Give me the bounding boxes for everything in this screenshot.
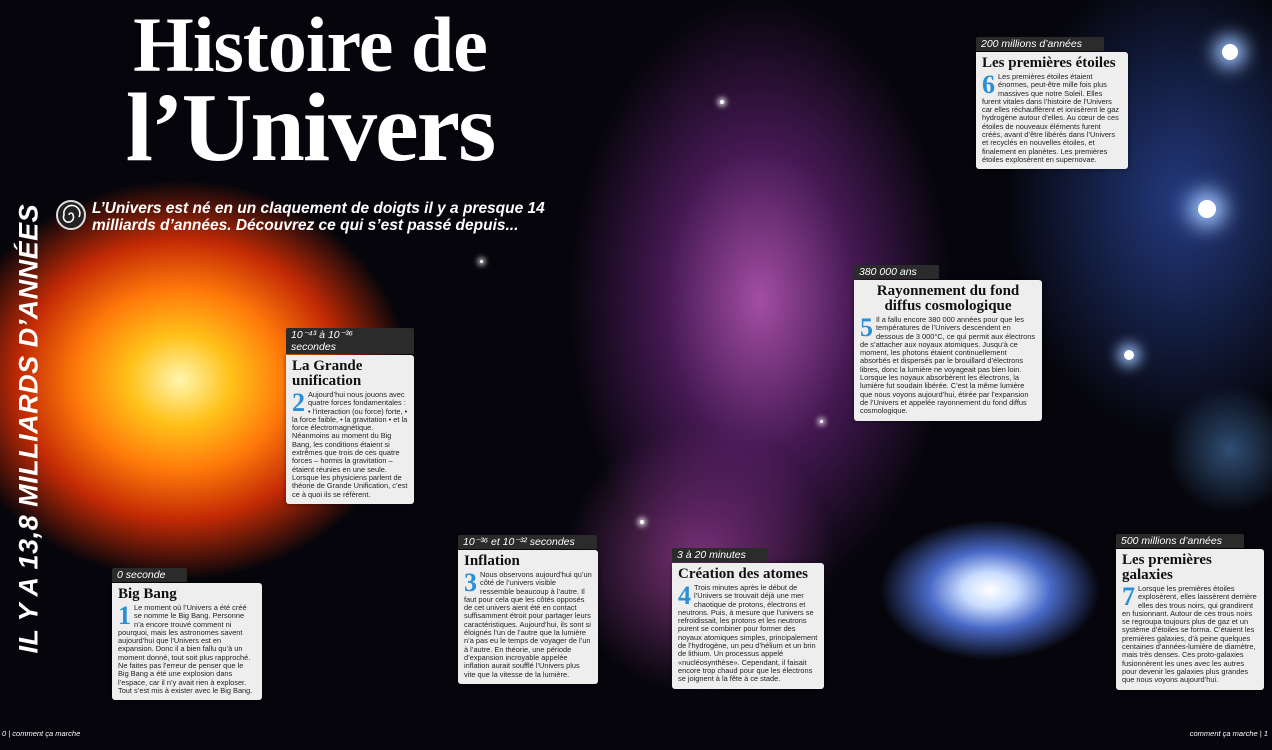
title-line-1: Histoire de <box>133 1 487 88</box>
card-premieres-galaxies <box>1116 531 1264 690</box>
spiral-galaxy-icon <box>56 200 86 230</box>
card-heading: La Grande unification <box>292 358 363 389</box>
spiral-galaxy-icon-svg <box>58 202 84 228</box>
card-inflation <box>458 532 598 684</box>
card-heading: Inflation <box>464 553 520 569</box>
card-number: 2 <box>292 388 305 417</box>
card-number: 5 <box>860 313 873 342</box>
brand-right: comment ça marche <box>1189 729 1258 738</box>
star-bright <box>1222 44 1238 60</box>
vertical-banner: IL Y A 13,8 MILLIARDS D’ANNÉES <box>13 203 44 654</box>
card-body <box>112 583 262 700</box>
page-title <box>70 1 550 183</box>
card-grande-unification <box>286 328 414 504</box>
card-body <box>286 355 414 504</box>
card-text: Lorsque les premières étoiles explosèrent, elles laissèrent derrière elles des trous noirs, qui grandirent en fusionnant. Autour de ces trous noirs se regroupa toujours plus de gaz et un système d’étoiles se forma. C’étaient les premières galaxies, d’à peine quelques centaines d’années-lumière de diamètre, mais très denses. Ces proto-galaxies fusionnèrent les unes avec les autres pour devenir les galaxies plus grandes que nous voyons aujourd’hui. <box>1122 584 1257 685</box>
intro-text: L’Univers est né en un claquement de doigts il y a presque 14 milliards d’années. Découvrez ce qui s’est passé depuis... <box>92 200 545 234</box>
card-time: 380 000 ans <box>854 265 939 279</box>
star-bright <box>1124 350 1134 360</box>
card-number: 4 <box>678 581 691 610</box>
card-body <box>458 550 598 684</box>
page-number-right: 1 <box>1263 729 1268 738</box>
card-heading: Création des atomes <box>678 566 808 582</box>
card-text: Le moment où l’Univers a été créé se nomme le Big Bang. Personne n’a encore trouvé comment ni pourquoi, mais les astronomes savent aujourd’hui que l’Univers est en expansion. Donc il a bien fallu qu’à un moment donné, tout soit plus rapproché. Ne faites pas l’erreur de penser que le Big Bang a été une explosion dans l’espace, car il n’y avait rien à exploser. Tout s’est mis à exister avec le Big Bang. <box>118 603 253 695</box>
footer-right: comment ça marche | 1 <box>1189 729 1268 738</box>
card-number: 6 <box>982 70 995 99</box>
brand-left: comment ça marche <box>12 729 81 738</box>
card-heading: Rayonnement du fond diffus cosmologique <box>876 283 1020 314</box>
card-premieres-etoiles <box>976 34 1128 169</box>
star-bright <box>1198 200 1216 218</box>
card-big-bang <box>112 565 262 700</box>
card-text: Les premières étoiles étaient énormes, peut-être mille fois plus massives que notre Soleil. Elles furent vitales dans l’histoire de l’Univers car elles réchauffèrent et ionisèrent le gaz hydrogène autour d’elles. Au cœur de ces étoiles de nouveaux éléments furent créés, avant d’être libérés dans l’Univers et recyclés en nouvelles étoiles, et finalement en planètes. Les premières étoiles explosèrent en supernovae. <box>982 72 1120 164</box>
card-text: Trois minutes après le début de l’Univers se trouvait déjà une mer chaotique de protons, électrons et neutrons. Puis, à mesure que l’univers se refroidissait, les protons et les neutrons purent se combiner pour former des noyaux atomiques simples, principalement de l’hydrogène, un peu d’hélium et un brin de lithium. Un processus appelé «nucléosynthèse». Cependant, il faisait encore trop chaud pour que les électrons se joignent à la fête à ce stade. <box>678 583 818 684</box>
card-creation-atomes <box>672 545 824 689</box>
card-heading: Les premières galaxies <box>1122 552 1212 583</box>
card-body <box>976 52 1128 169</box>
card-number: 1 <box>118 601 131 630</box>
card-time: 500 millions d’années <box>1116 534 1244 548</box>
card-body <box>854 280 1042 421</box>
card-text: Aujourd’hui nous jouons avec quatre forces fondamentales : • l’interaction (ou force) forte, • la force faible, • la gravitation • et la force électromagnétique. Néanmoins au moment du Big Bang, les conditions étaient si extrêmes que trois de ces quatre forces – hormis la gravitation – étaient réunies en une seule. Lorsque les physiciens parlent de théorie de Grande Unification, c’est ce à quoi ils se réfèrent. <box>292 390 408 499</box>
card-number: 3 <box>464 568 477 597</box>
star-small <box>640 520 644 524</box>
card-heading: Les premières étoiles <box>982 55 1116 71</box>
card-time: 200 millions d’années <box>976 37 1104 51</box>
card-time: 0 seconde <box>112 568 187 582</box>
card-time: 10⁻³⁶ et 10⁻³² secondes <box>458 535 597 549</box>
card-rayonnement <box>854 262 1042 421</box>
star-small <box>480 260 483 263</box>
card-number: 7 <box>1122 582 1135 611</box>
card-body <box>1116 549 1264 690</box>
star-small <box>720 100 724 104</box>
card-time: 3 à 20 minutes <box>672 548 768 562</box>
card-text: Il a fallu encore 380 000 années pour que les températures de l’Univers descendent en dessous de 3 000°C, ce qui permit aux électrons de s’attacher aux noyaux atomiques. Jusqu’à ce moment, les photons étaient continuellement absorbés et dispersés par le brouillard d’électrons libres, donc la lumière ne voyageait pas bien loin. Lorsque les noyaux absorbèrent les électrons, la lumière fut soudain libérée. C’est la même lumière que nous voyons aujourd’hui, étirée par l’expansion de l’Univers et appelée rayonnement du fond diffus cosmologique. <box>860 315 1036 416</box>
card-text: Nous observons aujourd’hui qu’un côté de l’univers visible ressemble beaucoup à l’autre. Il faut pour cela que les côtés opposés de cet univers aient été en contact suffisamment étroit pour partager leurs caractéristiques. Aujourd’hui, ils sont si éloignés l’un de l’autre que la lumière n’a pas eu le temps de voyager de l’un à l’autre. En théorie, une période d’expansion incroyable appelée inflation aurait soufflé l’Univers plus vite que la vitesse de la lumière. <box>464 570 592 679</box>
footer-left: 0 | comment ça marche <box>2 729 81 738</box>
card-body <box>672 563 824 689</box>
title-line-2: l’Univers <box>125 74 495 183</box>
page-number-left: 0 <box>2 729 7 738</box>
star-small <box>820 420 823 423</box>
card-time: 10⁻⁴³ à 10⁻³⁶ secondes <box>286 328 414 354</box>
card-heading: Big Bang <box>118 586 177 602</box>
